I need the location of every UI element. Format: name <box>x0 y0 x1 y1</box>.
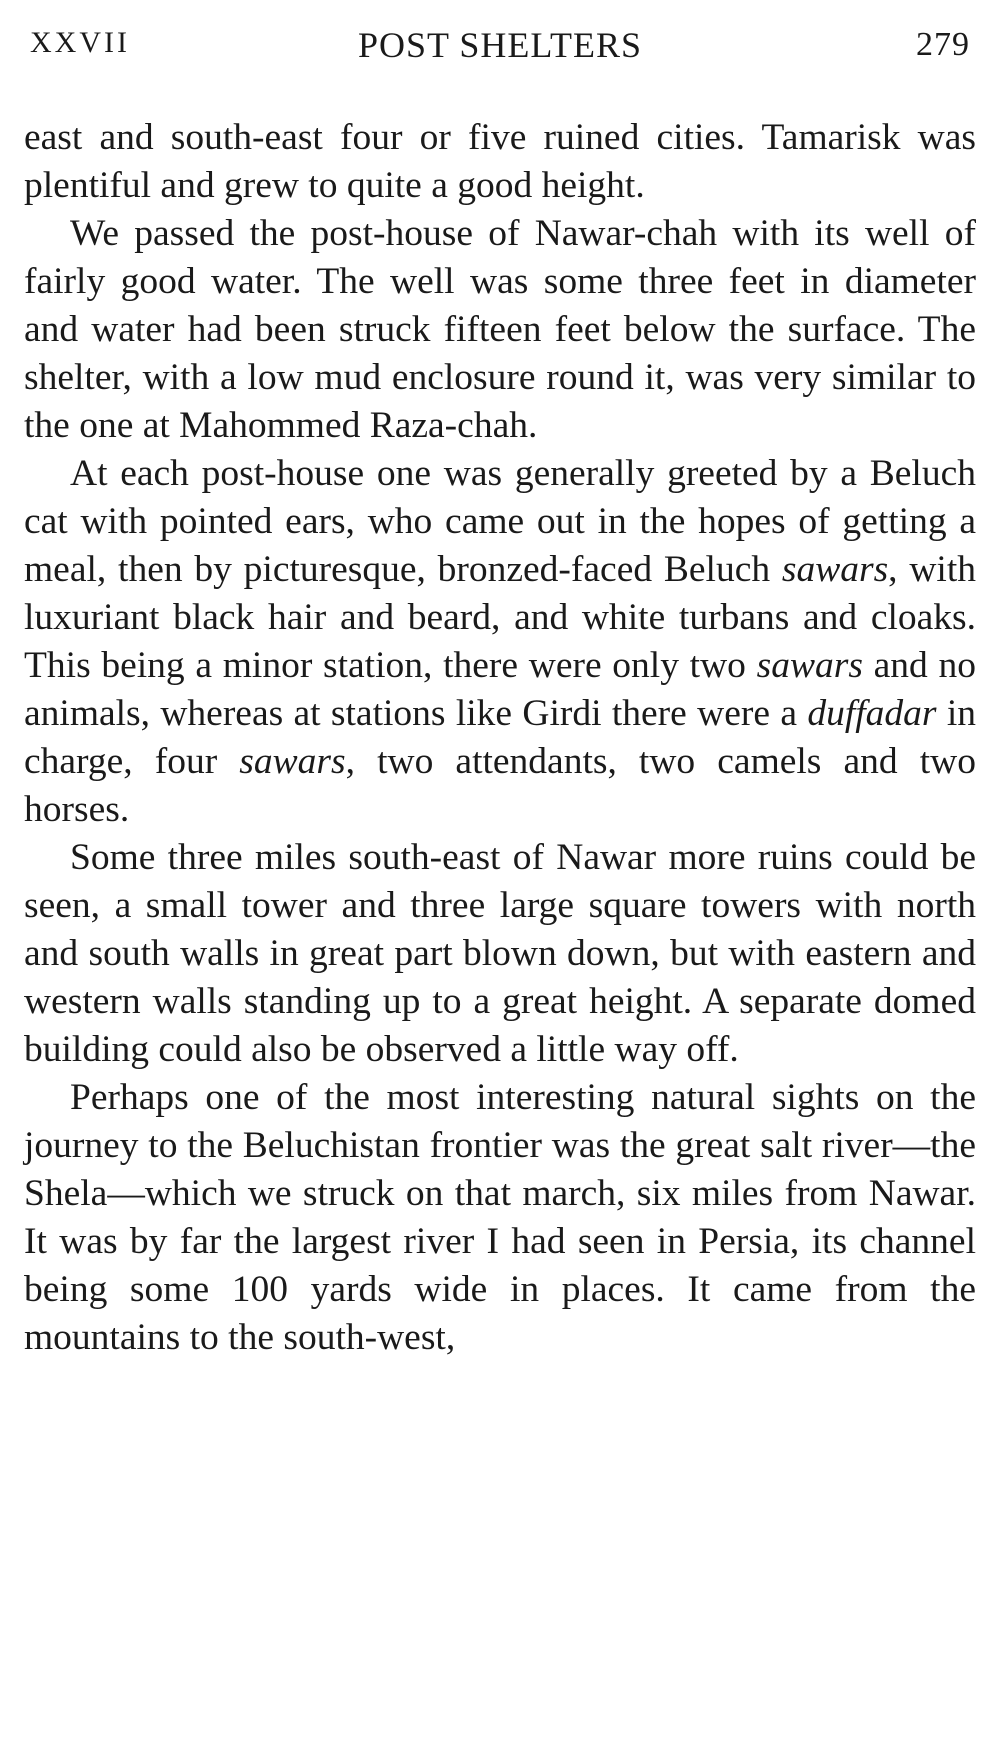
page-number: 279 <box>916 26 970 63</box>
chapter-title: POST SHELTERS <box>357 25 643 65</box>
book-page <box>24 14 976 1362</box>
paragraph-post-house: At each post-house one was generally greeted by a Beluch cat with pointed ears, who came out in the hopes of getting a meal, then by picturesque, bronzed-faced Beluch sawars, with luxuriant black hair and beard, and white turbans and cloaks. This being a minor station, there were only two sawars and no animals, whereas at stations like Girdi there were a duffadar in charge, four sawars, two attendants, two camels and two horses. <box>24 453 976 830</box>
paragraph-nawar-chah: We passed the post-house of Nawar-chah with its well of fairly good water. The well was some three feet in diameter and water had been struck fifteen feet below the surface. The shelter, with a low mud enclosure round it, was very similar to the one at Mahommed Raza-chah. <box>24 213 976 446</box>
running-head <box>24 14 976 66</box>
chapter-number: XXVII <box>30 26 130 59</box>
body-text <box>24 114 976 1362</box>
paragraph-continued: east and south-east four or five ruined cities. Tamarisk was plentiful and grew to quite a good height. <box>24 117 976 206</box>
paragraph-ruins: Some three miles south-east of Nawar more ruins could be seen, a small tower and three large square towers with north and south walls in great part blown down, but with eastern and western walls standing up to a great height. A separate domed building could also be observed a little way off. <box>24 837 976 1070</box>
paragraph-salt-river: Perhaps one of the most interesting natural sights on the journey to the Beluchistan frontier was the great salt river—the Shela—which we struck on that march, six miles from Nawar. It was by far the largest river I had seen in Persia, its channel being some 100 yards wide in places. It came from the mountains to the south-west, <box>24 1077 976 1358</box>
